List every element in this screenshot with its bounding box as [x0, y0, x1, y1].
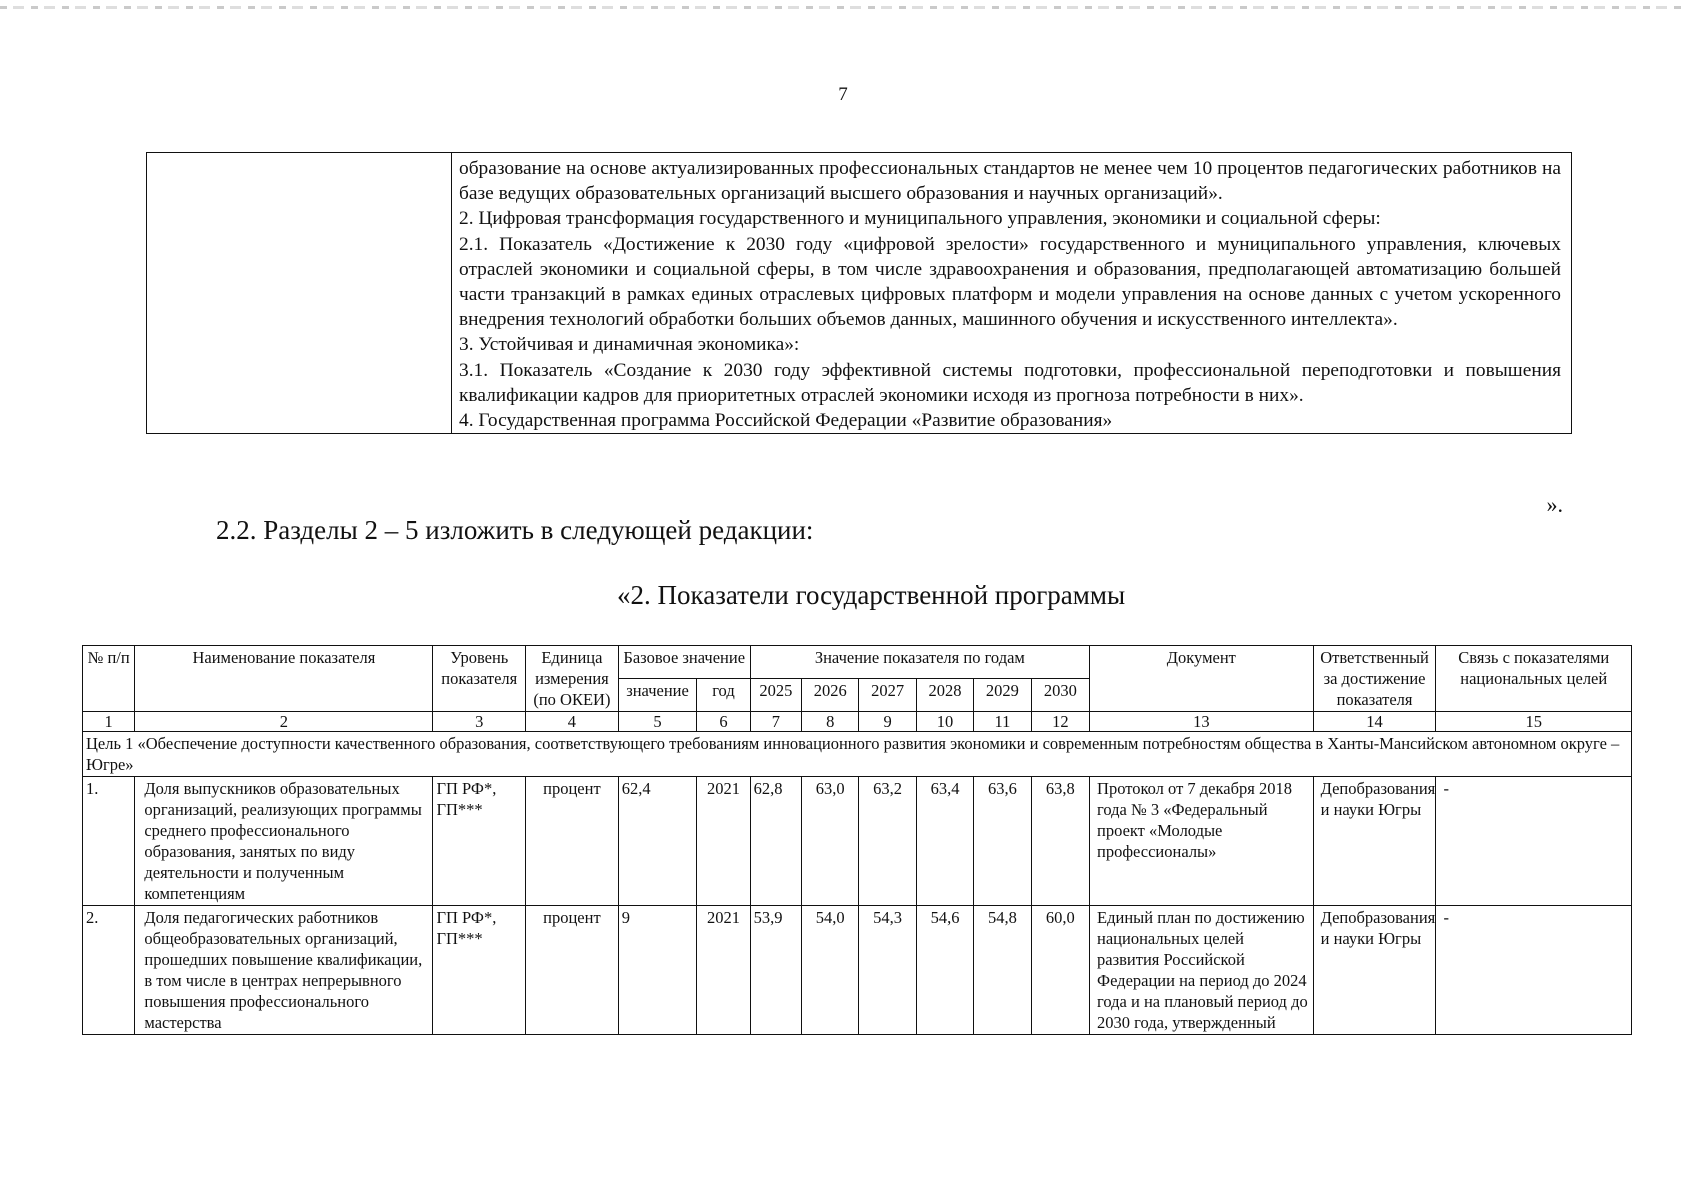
- goal-row: [83, 732, 1632, 777]
- header-document: Документ: [1090, 646, 1314, 712]
- link-cell: -: [1436, 906, 1632, 1035]
- base-year: 2021: [697, 777, 750, 906]
- responsible-cell: Депобразования и науки Югры: [1313, 777, 1436, 906]
- column-number-row: [83, 712, 1632, 732]
- year-value: 63,4: [916, 777, 973, 906]
- paragraph: 3.1. Показатель «Создание к 2030 году эффективной системы подготовки, профессиональной переподготовки и повышения квалификации кадров для приоритетных отраслей экономики исходя из прогноза потребности в них».: [459, 359, 1561, 406]
- responsible-cell: Депобразования и науки Югры: [1313, 906, 1436, 1035]
- row-number: 1.: [83, 777, 135, 906]
- paragraph: 4. Государственная программа Российской Федерации «Развитие образования»: [459, 410, 1113, 432]
- base-value: 62,4: [618, 777, 697, 906]
- column-number: 5: [618, 712, 697, 732]
- column-number: 6: [697, 712, 750, 732]
- year-value: 54,3: [859, 906, 916, 1035]
- indicator-name: Доля выпускников образовательных организаций, реализующих программы среднего профессионального образования, занятых по виду деятельности и полученным компетенциям: [135, 777, 433, 906]
- header-year: 2030: [1031, 679, 1089, 712]
- header-year: 2028: [916, 679, 973, 712]
- header-num: № п/п: [83, 646, 135, 712]
- header-base-value: значение: [618, 679, 697, 712]
- base-year: 2021: [697, 906, 750, 1035]
- header-row-1: [83, 646, 1632, 679]
- column-number: 7: [750, 712, 801, 732]
- header-year: 2026: [802, 679, 859, 712]
- section-heading: 2.2. Разделы 2 – 5 изложить в следующей редакции:: [216, 515, 814, 545]
- year-value: 63,6: [974, 777, 1031, 906]
- year-value: 53,9: [750, 906, 801, 1035]
- header-name: Наименование показателя: [135, 646, 433, 712]
- indicator-level: ГП РФ*, ГП***: [433, 906, 526, 1035]
- column-number: 12: [1031, 712, 1089, 732]
- indicator-unit: процент: [526, 777, 619, 906]
- header-year: 2027: [859, 679, 916, 712]
- continuation-table: [146, 152, 1572, 434]
- goal-cell: Цель 1 «Обеспечение доступности качественного образования, соответствующего требованиям инновационного развития экономики и современным потребностям общества в Ханты-Мансийском автономном округе – Югре»: [83, 732, 1632, 777]
- column-number: 3: [433, 712, 526, 732]
- empty-left-cell: [147, 153, 452, 434]
- column-number: 8: [802, 712, 859, 732]
- continuation-text-cell: [452, 153, 1572, 434]
- row-number: 2.: [83, 906, 135, 1035]
- column-number: 1: [83, 712, 135, 732]
- indicator-name: Доля педагогических работников общеобразовательных организаций, прошедших повышение квалификации, в том числе в центрах непрерывного повышения профессионального мастерства: [135, 906, 433, 1035]
- header-link: Связь с показателями национальных целей: [1436, 646, 1632, 712]
- header-years-group: Значение показателя по годам: [750, 646, 1089, 679]
- header-unit: Единица измерения (по ОКЕИ): [526, 646, 619, 712]
- indicators-table: [82, 645, 1632, 1035]
- indicator-level: ГП РФ*, ГП***: [433, 777, 526, 906]
- page-number: 7: [838, 84, 848, 105]
- program-title: «2. Показатели государственной программы: [617, 580, 1126, 610]
- paragraph: 2.1. Показатель «Достижение к 2030 году «цифровой зрелости» государственного и муниципального управления, ключевых отраслей экономики и социальной сферы, в том числе здравоохранения и образования, предполагающей автоматизацию большей части транзакций в рамках единых отраслевых цифровых платформ и модели управления на основе данных с учетом ускоренного внедрения технологий обработки больших объемов данных, машинного обучения и искусственного интеллекта».: [459, 233, 1561, 331]
- column-number: 9: [859, 712, 916, 732]
- closing-quote: ».: [1546, 492, 1563, 517]
- year-value: 60,0: [1031, 906, 1089, 1035]
- link-cell: -: [1436, 777, 1632, 906]
- table-row: [83, 777, 1632, 906]
- year-value: 54,8: [974, 906, 1031, 1035]
- document-cell: Единый план по достижению национальных целей развития Российской Федерации на период до 2024 года и на плановый период до 2030 года, утвержденный: [1090, 906, 1314, 1035]
- year-value: 62,8: [750, 777, 801, 906]
- year-value: 54,0: [802, 906, 859, 1035]
- column-number: 2: [135, 712, 433, 732]
- column-number: 10: [916, 712, 973, 732]
- header-base: Базовое значение: [618, 646, 750, 679]
- header-responsible: Ответственный за достижение показателя: [1313, 646, 1436, 712]
- year-value: 63,8: [1031, 777, 1089, 906]
- year-value: 63,0: [802, 777, 859, 906]
- base-value: 9: [618, 906, 697, 1035]
- header-year: 2029: [974, 679, 1031, 712]
- header-level: Уровень показателя: [433, 646, 526, 712]
- year-value: 63,2: [859, 777, 916, 906]
- paragraph: 2. Цифровая трансформация государственного и муниципального управления, экономики и социальной сферы:: [459, 208, 1381, 230]
- document-cell: Протокол от 7 декабря 2018 года № 3 «Федеральный проект «Молодые профессионалы»: [1090, 777, 1314, 906]
- paragraph: 3. Устойчивая и динамичная экономика»:: [459, 334, 800, 356]
- table-row: [83, 906, 1632, 1035]
- indicator-unit: процент: [526, 906, 619, 1035]
- header-base-year: год: [697, 679, 750, 712]
- column-number: 14: [1313, 712, 1436, 732]
- continuation-row: [147, 153, 1572, 434]
- column-number: 11: [974, 712, 1031, 732]
- column-number: 15: [1436, 712, 1632, 732]
- header-year: 2025: [750, 679, 801, 712]
- paragraph: образование на основе актуализированных профессиональных стандартов не менее чем 10 процентов педагогических работников на базе ведущих образовательных организаций высшего образования и научных организаций».: [459, 158, 1561, 205]
- scan-artifact-line: [0, 6, 1686, 9]
- column-number: 4: [526, 712, 619, 732]
- year-value: 54,6: [916, 906, 973, 1035]
- column-number: 13: [1090, 712, 1314, 732]
